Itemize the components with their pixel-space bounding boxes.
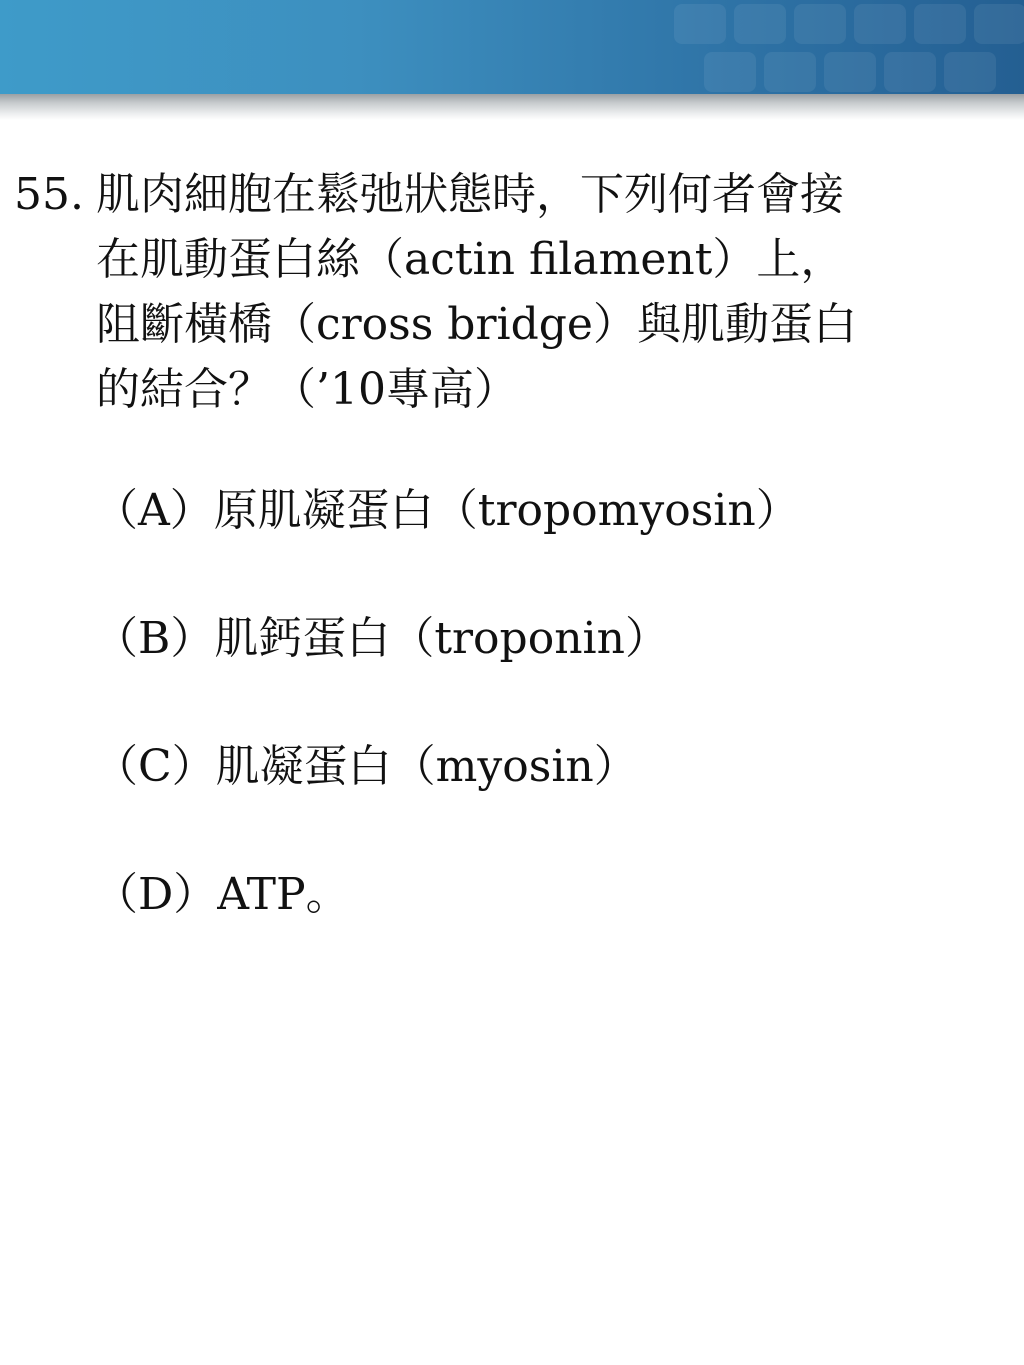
option-b: （B）肌鈣蛋白（troponin） <box>94 613 669 664</box>
option-a: （A）原肌凝蛋白（tropomyosin） <box>94 485 800 536</box>
question-line-3: 阻斷橫橋（cross bridge）與肌動蛋白 <box>96 299 857 350</box>
banner-tile-pattern <box>664 0 1024 94</box>
question-text <box>94 162 1014 422</box>
question-row <box>14 162 1014 422</box>
question-block <box>14 162 1014 422</box>
option-c: （C）肌凝蛋白（myosin） <box>94 741 638 792</box>
question-line-1: 肌肉細胞在鬆弛狀態時，下列何者會接 <box>96 169 844 220</box>
header-banner <box>0 0 1024 94</box>
answer-options <box>94 478 800 990</box>
banner-shadow <box>0 94 1024 120</box>
option-d: （D）ATP。 <box>94 869 350 920</box>
question-number: 55. <box>14 169 84 220</box>
question-line-4: 的結合？（’10專高） <box>96 364 518 415</box>
question-line-2: 在肌動蛋白絲（actin filament）上， <box>96 234 845 285</box>
